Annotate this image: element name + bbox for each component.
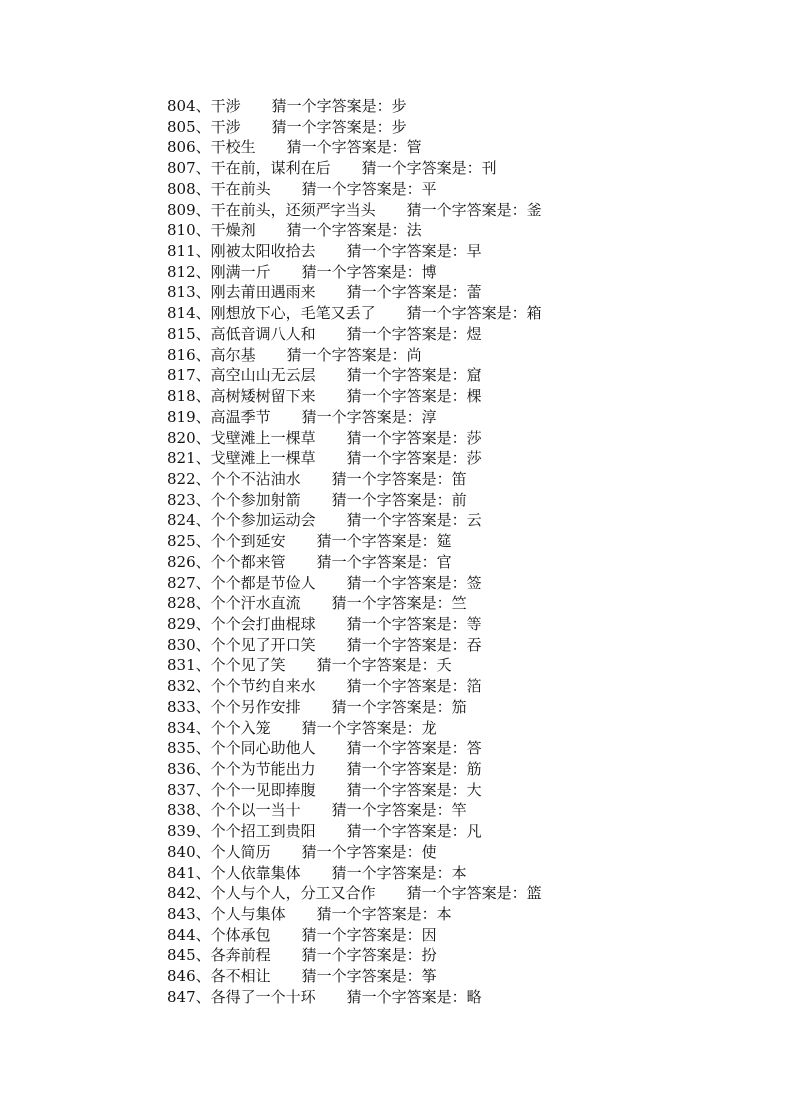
answer-char: 竺	[451, 594, 467, 613]
answer-char: 竿	[451, 801, 467, 820]
answer-prefix: 猜一个字答案是：	[301, 925, 422, 944]
answer-char: 尚	[406, 345, 422, 364]
answer-prefix: 猜一个字答案是：	[301, 407, 422, 426]
answer-prefix: 猜一个字答案是：	[301, 262, 422, 281]
answer-char: 凡	[466, 822, 482, 841]
riddle-text: 847、各得了一个十环	[167, 987, 316, 1006]
riddle-text: 831、个个见了笑	[167, 656, 286, 675]
answer-char: 筝	[421, 967, 437, 986]
riddle-text: 832、个个节约自来水	[167, 677, 316, 696]
answer-prefix: 猜一个字答案是：	[346, 614, 467, 633]
answer-prefix: 猜一个字答案是：	[406, 304, 527, 323]
riddle-line	[167, 655, 767, 676]
riddle-line	[167, 945, 767, 966]
answer-prefix: 猜一个字答案是：	[301, 179, 422, 198]
answer-char: 因	[421, 925, 437, 944]
answer-char: 蕾	[466, 283, 482, 302]
riddle-text: 840、个人简历	[167, 842, 271, 861]
answer-char: 龙	[421, 718, 437, 737]
answer-prefix: 猜一个字答案是：	[316, 532, 437, 551]
answer-char: 管	[406, 138, 422, 157]
riddle-line	[167, 883, 767, 904]
riddle-text: 826、个个都来管	[167, 552, 286, 571]
answer-char: 吞	[466, 635, 482, 654]
answer-char: 博	[421, 262, 437, 281]
riddle-text: 841、个人依靠集体	[167, 863, 301, 882]
answer-prefix: 猜一个字答案是：	[346, 428, 467, 447]
riddle-text: 838、个个以一当十	[167, 801, 301, 820]
riddle-line	[167, 220, 767, 241]
answer-prefix: 猜一个字答案是：	[346, 677, 467, 696]
answer-prefix: 猜一个字答案是：	[346, 449, 467, 468]
riddle-list	[167, 96, 767, 1008]
answer-prefix: 猜一个字答案是：	[316, 656, 437, 675]
riddle-line	[167, 697, 767, 718]
riddle-text: 845、各奔前程	[167, 946, 271, 965]
answer-char: 使	[421, 842, 437, 861]
riddle-text: 820、戈壁滩上一棵草	[167, 428, 316, 447]
answer-prefix: 猜一个字答案是：	[406, 884, 527, 903]
riddle-line	[167, 635, 767, 656]
riddle-line	[167, 386, 767, 407]
riddle-line	[167, 137, 767, 158]
riddle-line	[167, 241, 767, 262]
riddle-line	[167, 282, 767, 303]
answer-char: 棵	[466, 387, 482, 406]
riddle-text: 846、各不相让	[167, 967, 271, 986]
answer-prefix: 猜一个字答案是：	[361, 159, 482, 178]
answer-prefix: 猜一个字答案是：	[331, 801, 452, 820]
riddle-text: 836、个个为节能出力	[167, 760, 316, 778]
answer-prefix: 猜一个字答案是：	[331, 490, 452, 509]
riddle-text: 844、个体承包	[167, 925, 271, 944]
answer-prefix: 猜一个字答案是：	[286, 138, 407, 157]
answer-prefix: 猜一个字答案是：	[406, 200, 527, 219]
answer-char: 刊	[481, 159, 497, 178]
riddle-text: 830、个个见了开口笑	[167, 635, 316, 654]
answer-char: 篮	[526, 884, 542, 903]
riddle-text: 804、干涉	[167, 97, 241, 115]
answer-prefix: 猜一个字答案是：	[346, 366, 467, 385]
answer-char: 略	[466, 987, 482, 1006]
answer-char: 步	[391, 97, 407, 115]
answer-char: 箔	[466, 677, 482, 696]
answer-char: 前	[451, 490, 467, 509]
riddle-text: 812、刚满一斤	[167, 262, 271, 281]
riddle-text: 808、干在前头	[167, 179, 271, 198]
riddle-text: 823、个个参加射箭	[167, 490, 301, 509]
riddle-text: 816、高尔基	[167, 345, 256, 364]
riddle-line	[167, 863, 767, 884]
answer-prefix: 猜一个字答案是：	[346, 635, 467, 654]
answer-prefix: 猜一个字答案是：	[346, 387, 467, 406]
answer-char: 平	[421, 179, 437, 198]
riddle-text: 810、干燥剂	[167, 221, 256, 240]
answer-prefix: 猜一个字答案是：	[271, 117, 392, 136]
riddle-text: 811、刚被太阳收拾去	[167, 242, 316, 261]
answer-char: 签	[466, 573, 482, 592]
answer-char: 莎	[466, 449, 482, 468]
answer-char: 早	[466, 242, 482, 261]
riddle-text: 822、个个不沾油水	[167, 469, 301, 488]
answer-prefix: 猜一个字答案是：	[286, 221, 407, 240]
answer-prefix: 猜一个字答案是：	[301, 842, 422, 861]
riddle-line	[167, 821, 767, 842]
riddle-text: 824、个个参加运动会	[167, 511, 316, 530]
answer-prefix: 猜一个字答案是：	[271, 97, 392, 115]
answer-char: 等	[466, 614, 482, 633]
riddle-text: 842、个人与个人，分工又合作	[167, 884, 376, 903]
answer-prefix: 猜一个字答案是：	[346, 511, 467, 530]
answer-char: 筵	[436, 532, 452, 551]
answer-prefix: 猜一个字答案是：	[346, 573, 467, 592]
riddle-line	[167, 800, 767, 821]
riddle-line	[167, 718, 767, 739]
answer-prefix: 猜一个字答案是：	[346, 987, 467, 1006]
answer-char: 莎	[466, 428, 482, 447]
riddle-text: 825、个个到延安	[167, 532, 286, 551]
riddle-line	[167, 531, 767, 552]
riddle-text: 814、刚想放下心，毛笔又丢了	[167, 304, 376, 323]
riddle-text: 805、干涉	[167, 117, 241, 136]
riddle-line	[167, 552, 767, 573]
riddle-line	[167, 573, 767, 594]
answer-char: 扮	[421, 946, 437, 965]
riddle-text: 843、个人与集体	[167, 905, 286, 924]
answer-prefix: 猜一个字答案是：	[331, 469, 452, 488]
answer-prefix: 猜一个字答案是：	[346, 822, 467, 841]
riddle-line	[167, 987, 767, 1008]
answer-prefix: 猜一个字答案是：	[346, 283, 467, 302]
riddle-line	[167, 780, 767, 801]
answer-char: 步	[391, 117, 407, 136]
riddle-text: 818、高树矮树留下来	[167, 387, 316, 406]
riddle-text: 819、高温季节	[167, 407, 271, 426]
riddle-line	[167, 510, 767, 531]
riddle-line	[167, 324, 767, 345]
riddle-line	[167, 925, 767, 946]
answer-char: 筋	[466, 760, 482, 778]
answer-char: 窟	[466, 366, 482, 385]
answer-prefix: 猜一个字答案是：	[331, 697, 452, 716]
riddle-line	[167, 407, 767, 428]
riddle-line	[167, 676, 767, 697]
riddle-line	[167, 158, 767, 179]
riddle-line	[167, 365, 767, 386]
riddle-text: 807、干在前，谋利在后	[167, 159, 331, 178]
riddle-line	[167, 117, 767, 138]
answer-char: 法	[406, 221, 422, 240]
answer-char: 淳	[421, 407, 437, 426]
riddle-text: 821、戈壁滩上一棵草	[167, 449, 316, 468]
riddle-line	[167, 593, 767, 614]
riddle-line	[167, 448, 767, 469]
riddle-line	[167, 614, 767, 635]
riddle-line	[167, 759, 767, 780]
riddle-line	[167, 966, 767, 987]
riddle-text: 806、干校生	[167, 138, 256, 157]
answer-prefix: 猜一个字答案是：	[331, 863, 452, 882]
riddle-text: 833、个个另作安排	[167, 697, 301, 716]
riddle-line	[167, 96, 767, 117]
answer-prefix: 猜一个字答案是：	[346, 324, 467, 343]
riddle-line	[167, 345, 767, 366]
riddle-line	[167, 490, 767, 511]
answer-prefix: 猜一个字答案是：	[301, 946, 422, 965]
answer-char: 答	[466, 739, 482, 758]
riddle-line	[167, 428, 767, 449]
answer-char: 本	[436, 905, 452, 924]
answer-char: 夭	[436, 656, 452, 675]
answer-prefix: 猜一个字答案是：	[316, 552, 437, 571]
riddle-line	[167, 904, 767, 925]
answer-char: 笳	[451, 697, 467, 716]
answer-prefix: 猜一个字答案是：	[286, 345, 407, 364]
riddle-text: 828、个个汗水直流	[167, 594, 301, 613]
riddle-line	[167, 738, 767, 759]
answer-prefix: 猜一个字答案是：	[346, 739, 467, 758]
answer-prefix: 猜一个字答案是：	[301, 967, 422, 986]
answer-prefix: 猜一个字答案是：	[346, 760, 467, 778]
answer-char: 箱	[526, 304, 542, 323]
riddle-line	[167, 303, 767, 324]
riddle-line	[167, 179, 767, 200]
riddle-line	[167, 842, 767, 863]
answer-char: 本	[451, 863, 467, 882]
riddle-text: 817、高空山山无云层	[167, 366, 316, 385]
answer-prefix: 猜一个字答案是：	[346, 242, 467, 261]
riddle-text: 835、个个同心助他人	[167, 739, 316, 758]
answer-char: 云	[466, 511, 482, 530]
riddle-text: 809、干在前头，还须严字当头	[167, 200, 376, 219]
riddle-text: 834、个个入笼	[167, 718, 271, 737]
riddle-text: 829、个个会打曲棍球	[167, 614, 316, 633]
answer-char: 煜	[466, 324, 482, 343]
riddle-text: 813、刚去莆田遇雨来	[167, 283, 316, 302]
answer-prefix: 猜一个字答案是：	[331, 594, 452, 613]
riddle-line	[167, 469, 767, 490]
answer-prefix: 猜一个字答案是：	[301, 718, 422, 737]
answer-char: 笛	[451, 469, 467, 488]
riddle-line	[167, 200, 767, 221]
riddle-line	[167, 262, 767, 283]
answer-char: 大	[466, 780, 482, 799]
answer-prefix: 猜一个字答案是：	[316, 905, 437, 924]
riddle-text: 839、个个招工到贵阳	[167, 822, 316, 841]
riddle-text: 827、个个都是节俭人	[167, 573, 316, 592]
answer-char: 釜	[526, 200, 542, 219]
riddle-text: 837、个个一见即捧腹	[167, 780, 316, 799]
answer-prefix: 猜一个字答案是：	[346, 780, 467, 799]
riddle-text: 815、高低音调八人和	[167, 324, 316, 343]
answer-char: 官	[436, 552, 452, 571]
